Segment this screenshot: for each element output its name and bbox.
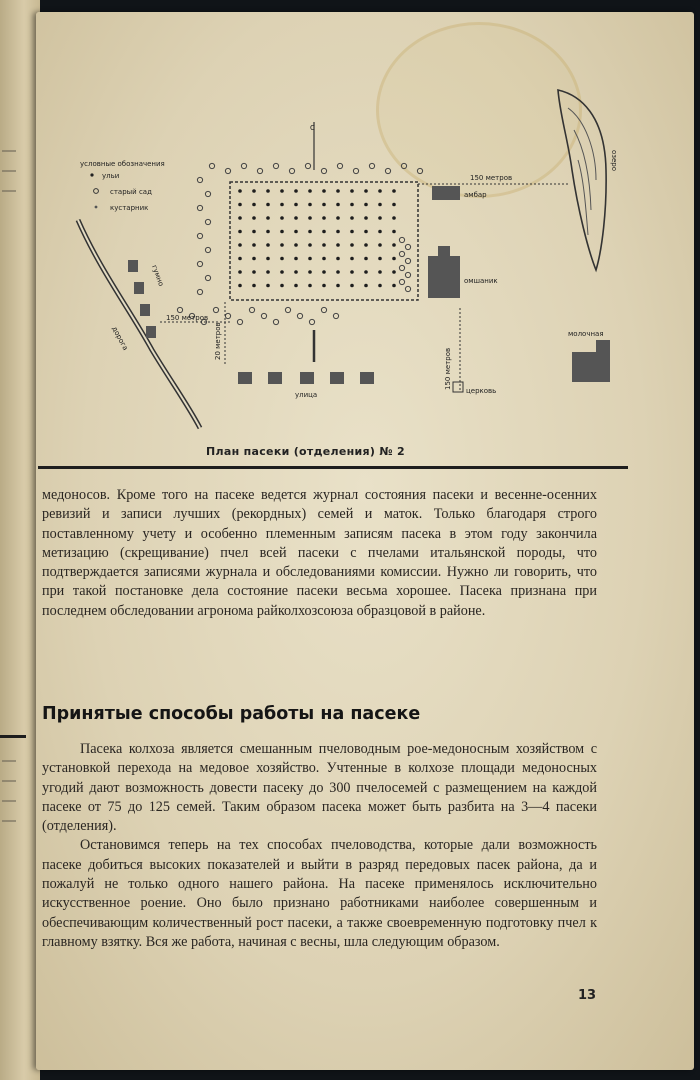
hive-marker bbox=[238, 216, 242, 220]
hive-marker bbox=[350, 270, 354, 274]
orchard-tree-marker bbox=[399, 279, 404, 284]
hive-marker bbox=[378, 230, 382, 234]
street-label: улица bbox=[295, 391, 318, 399]
orchard-tree-marker bbox=[197, 177, 202, 182]
molochnaya-label: молочная bbox=[568, 330, 604, 338]
legend-orchard-symbol bbox=[94, 189, 99, 194]
left-building bbox=[146, 326, 156, 338]
orchard-tree-marker bbox=[205, 247, 210, 252]
hive-marker bbox=[238, 203, 242, 207]
facing-page-text-fragment bbox=[2, 760, 16, 762]
distance-label-right: 150 метров bbox=[444, 347, 452, 390]
hive-marker bbox=[336, 270, 340, 274]
orchard-tree-marker bbox=[385, 168, 390, 173]
hive-marker bbox=[294, 284, 298, 288]
hive-marker bbox=[350, 203, 354, 207]
orchard-tree-marker bbox=[197, 205, 202, 210]
distance-label-top: 150 метров bbox=[470, 174, 513, 182]
hive-marker bbox=[280, 284, 284, 288]
orchard-tree-marker bbox=[205, 191, 210, 196]
hive-marker bbox=[322, 257, 326, 261]
orchard-tree-marker bbox=[177, 307, 182, 312]
hive-marker bbox=[392, 189, 396, 193]
orchard-tree-marker bbox=[333, 313, 338, 318]
hive-marker bbox=[364, 257, 368, 261]
orchard-tree-marker bbox=[321, 168, 326, 173]
facing-page-text-fragment bbox=[2, 780, 16, 782]
hive-marker bbox=[336, 243, 340, 247]
hive-marker bbox=[266, 243, 270, 247]
orchard-tree-marker bbox=[225, 313, 230, 318]
legend-title: условные обозначения bbox=[80, 160, 165, 168]
orchard-tree-marker bbox=[209, 163, 214, 168]
hive-marker bbox=[252, 203, 256, 207]
hive-marker bbox=[378, 270, 382, 274]
hive-marker bbox=[252, 216, 256, 220]
hive-marker bbox=[294, 257, 298, 261]
hive-marker bbox=[322, 243, 326, 247]
hive-grid bbox=[238, 189, 396, 287]
hive-marker bbox=[336, 257, 340, 261]
hive-marker bbox=[392, 270, 396, 274]
hive-marker bbox=[392, 216, 396, 220]
omshanik-building bbox=[428, 256, 460, 298]
paragraph-text: Пасека колхоза является смешанным пчеловодным рое-медоносным хозяйством с установкой перехода на медовое хозяйство. Учтенные в колхозе площади медоносных угодий дают возможность довести пасеку до 300 пчелосемей с размещением на каждой пасеке от 75 до 125 семей. Таким образом пасека может быть разбита на 3—4 пасеки (отделения). bbox=[42, 741, 597, 835]
hive-marker bbox=[280, 216, 284, 220]
hive-marker bbox=[294, 203, 298, 207]
street-house bbox=[360, 372, 374, 384]
hive-marker bbox=[238, 270, 242, 274]
plan-caption: План пасеки (отделения) № 2 bbox=[206, 445, 405, 458]
omshanik-roof bbox=[438, 246, 450, 256]
orchard-tree-marker bbox=[205, 275, 210, 280]
omshanik-label: омшаник bbox=[464, 277, 498, 285]
hive-marker bbox=[350, 243, 354, 247]
orchard-tree-marker bbox=[273, 163, 278, 168]
orchard-tree-marker bbox=[257, 168, 262, 173]
hive-marker bbox=[364, 216, 368, 220]
church-marker bbox=[453, 382, 463, 392]
street-house bbox=[300, 372, 314, 384]
orchard-tree-marker bbox=[399, 265, 404, 270]
molochnaya-annex bbox=[596, 340, 610, 352]
barn-label: гумно bbox=[150, 263, 166, 288]
orchard-tree-marker bbox=[241, 163, 246, 168]
hive-marker bbox=[308, 189, 312, 193]
hive-marker bbox=[252, 284, 256, 288]
orchard-tree-marker bbox=[337, 163, 342, 168]
page-number: 13 bbox=[578, 988, 597, 1003]
orchard-tree-marker bbox=[417, 168, 422, 173]
hive-marker bbox=[336, 284, 340, 288]
orchard-tree-marker bbox=[289, 168, 294, 173]
section-heading: Принятые способы работы на пасеке bbox=[42, 704, 421, 724]
legend-orchard: старый сад bbox=[110, 188, 152, 196]
hive-marker bbox=[308, 203, 312, 207]
hive-marker bbox=[266, 216, 270, 220]
orchard-tree-marker bbox=[213, 307, 218, 312]
orchard-tree-marker bbox=[297, 313, 302, 318]
road-label: дорога bbox=[110, 325, 130, 352]
hive-marker bbox=[308, 243, 312, 247]
body-paragraph-1 bbox=[42, 486, 597, 621]
hive-marker bbox=[252, 243, 256, 247]
hive-marker bbox=[364, 203, 368, 207]
hive-marker bbox=[280, 189, 284, 193]
hive-marker bbox=[252, 270, 256, 274]
hive-marker bbox=[238, 257, 242, 261]
hive-marker bbox=[266, 189, 270, 193]
hive-marker bbox=[280, 270, 284, 274]
orchard-tree-marker bbox=[273, 319, 278, 324]
orchard-tree-marker bbox=[369, 163, 374, 168]
hive-marker bbox=[308, 270, 312, 274]
hive-marker bbox=[266, 284, 270, 288]
hive-marker bbox=[238, 189, 242, 193]
hive-marker bbox=[336, 216, 340, 220]
hive-marker bbox=[378, 284, 382, 288]
left-building bbox=[128, 260, 138, 272]
orchard-markers bbox=[177, 163, 422, 324]
paragraph-text: Остановимся теперь на тех способах пчеловодства, которые дали возможность пасеке добиться высоких показателей и выйти в разряд передовых пасек района, да и пожалуй не только одного нашего района. На пасеке применялось исключительно искусственное роение. Оно было признано работниками наиболее совершенным и обеспечивающим количественный рост пасеки, а также своевременную подготовку пчел к главному взятку. Вся же работа, начиная с весны, шла следующим образом. bbox=[42, 837, 597, 950]
hive-marker bbox=[392, 284, 396, 288]
legend-hive-symbol bbox=[90, 173, 93, 176]
distance-label-left: 150 метров bbox=[166, 314, 209, 322]
hive-marker bbox=[294, 230, 298, 234]
hive-marker bbox=[378, 243, 382, 247]
legend-shrub-symbol bbox=[95, 206, 98, 209]
hive-marker bbox=[392, 243, 396, 247]
body-section-text bbox=[42, 740, 597, 952]
hive-marker bbox=[364, 243, 368, 247]
orchard-tree-marker bbox=[197, 233, 202, 238]
hive-marker bbox=[364, 189, 368, 193]
hive-marker bbox=[252, 189, 256, 193]
facing-page-edge bbox=[0, 0, 40, 1080]
orchard-tree-marker bbox=[261, 313, 266, 318]
hive-marker bbox=[294, 189, 298, 193]
hive-marker bbox=[378, 203, 382, 207]
orchard-tree-marker bbox=[237, 319, 242, 324]
orchard-tree-marker bbox=[405, 272, 410, 277]
ambar-building bbox=[432, 186, 460, 200]
hive-marker bbox=[350, 189, 354, 193]
facing-page-text-fragment bbox=[2, 170, 16, 172]
church-label: церковь bbox=[466, 387, 497, 395]
facing-page-text-fragment bbox=[2, 150, 16, 152]
hive-marker bbox=[350, 284, 354, 288]
hive-marker bbox=[266, 230, 270, 234]
hive-marker bbox=[280, 243, 284, 247]
hive-marker bbox=[238, 230, 242, 234]
paragraph-text: медоносов. Кроме того на пасеке ведется журнал состояния пасеки и весенне-осенних ревизий и записи лучших (рекордных) семей и маток. Только благодаря строго поставленному учету и особенно племенным записям пасека в этом году закончила метизацию (скрещивание) пчел всей пасеки с пчелами итальянской породы, что подтверждается записями журнала и обследованиями комиссии. Нужно ли говорить, что при такой постановке дела состояние пасеки весьма хорошее. Пасека признана при последнем обследовании агронома райколхозсоюза образцовой в районе. bbox=[42, 487, 597, 619]
hive-marker bbox=[238, 284, 242, 288]
left-building bbox=[134, 282, 144, 294]
hive-marker bbox=[280, 230, 284, 234]
hive-marker bbox=[308, 216, 312, 220]
north-label: С bbox=[310, 124, 315, 132]
hive-marker bbox=[294, 216, 298, 220]
hive-marker bbox=[378, 216, 382, 220]
orchard-tree-marker bbox=[197, 289, 202, 294]
orchard-tree-marker bbox=[399, 237, 404, 242]
facing-page-text-fragment bbox=[2, 190, 16, 192]
orchard-tree-marker bbox=[401, 163, 406, 168]
hive-marker bbox=[336, 203, 340, 207]
orchard-tree-marker bbox=[225, 168, 230, 173]
hive-marker bbox=[364, 284, 368, 288]
hive-marker bbox=[280, 203, 284, 207]
orchard-tree-marker bbox=[405, 244, 410, 249]
street-house bbox=[238, 372, 252, 384]
street-house bbox=[330, 372, 344, 384]
apiary-plan-map bbox=[40, 60, 630, 470]
hive-marker bbox=[322, 230, 326, 234]
hive-marker bbox=[392, 257, 396, 261]
hive-marker bbox=[252, 257, 256, 261]
ambar-label: амбар bbox=[464, 191, 487, 199]
street-house bbox=[268, 372, 282, 384]
hive-marker bbox=[308, 284, 312, 288]
caption-rule bbox=[38, 466, 628, 469]
hive-marker bbox=[294, 243, 298, 247]
hive-marker bbox=[350, 230, 354, 234]
orchard-tree-marker bbox=[399, 251, 404, 256]
hive-marker bbox=[322, 270, 326, 274]
facing-page-rule bbox=[0, 735, 26, 738]
hive-marker bbox=[322, 203, 326, 207]
hive-marker bbox=[322, 284, 326, 288]
orchard-tree-marker bbox=[285, 307, 290, 312]
hive-marker bbox=[266, 270, 270, 274]
hive-marker bbox=[350, 216, 354, 220]
hive-marker bbox=[308, 257, 312, 261]
hive-marker bbox=[322, 216, 326, 220]
orchard-tree-marker bbox=[353, 168, 358, 173]
hive-marker bbox=[378, 189, 382, 193]
hive-marker bbox=[266, 203, 270, 207]
hive-marker bbox=[378, 257, 382, 261]
legend-shrubs: кустарник bbox=[110, 204, 149, 212]
facing-page-text-fragment bbox=[2, 820, 16, 822]
hive-marker bbox=[238, 243, 242, 247]
hive-marker bbox=[364, 270, 368, 274]
hive-marker bbox=[294, 270, 298, 274]
orchard-tree-marker bbox=[321, 307, 326, 312]
apiary-fence bbox=[230, 182, 418, 300]
hive-marker bbox=[392, 230, 396, 234]
molochnaya-building bbox=[572, 352, 610, 382]
hive-marker bbox=[280, 257, 284, 261]
orchard-tree-marker bbox=[197, 261, 202, 266]
hive-marker bbox=[364, 230, 368, 234]
hive-marker bbox=[266, 257, 270, 261]
orchard-tree-marker bbox=[405, 258, 410, 263]
hive-marker bbox=[308, 230, 312, 234]
hive-marker bbox=[252, 230, 256, 234]
hive-marker bbox=[322, 189, 326, 193]
lake-label: озеро bbox=[610, 150, 618, 172]
legend-hives: ульи bbox=[102, 172, 120, 180]
hive-marker bbox=[392, 203, 396, 207]
orchard-tree-marker bbox=[405, 286, 410, 291]
hive-marker bbox=[336, 189, 340, 193]
distance-label-mid: 20 метров bbox=[214, 322, 222, 360]
orchard-tree-marker bbox=[205, 219, 210, 224]
left-building bbox=[140, 304, 150, 316]
hive-marker bbox=[350, 257, 354, 261]
orchard-tree-marker bbox=[249, 307, 254, 312]
facing-page-text-fragment bbox=[2, 800, 16, 802]
orchard-tree-marker bbox=[309, 319, 314, 324]
orchard-tree-marker bbox=[305, 163, 310, 168]
hive-marker bbox=[336, 230, 340, 234]
